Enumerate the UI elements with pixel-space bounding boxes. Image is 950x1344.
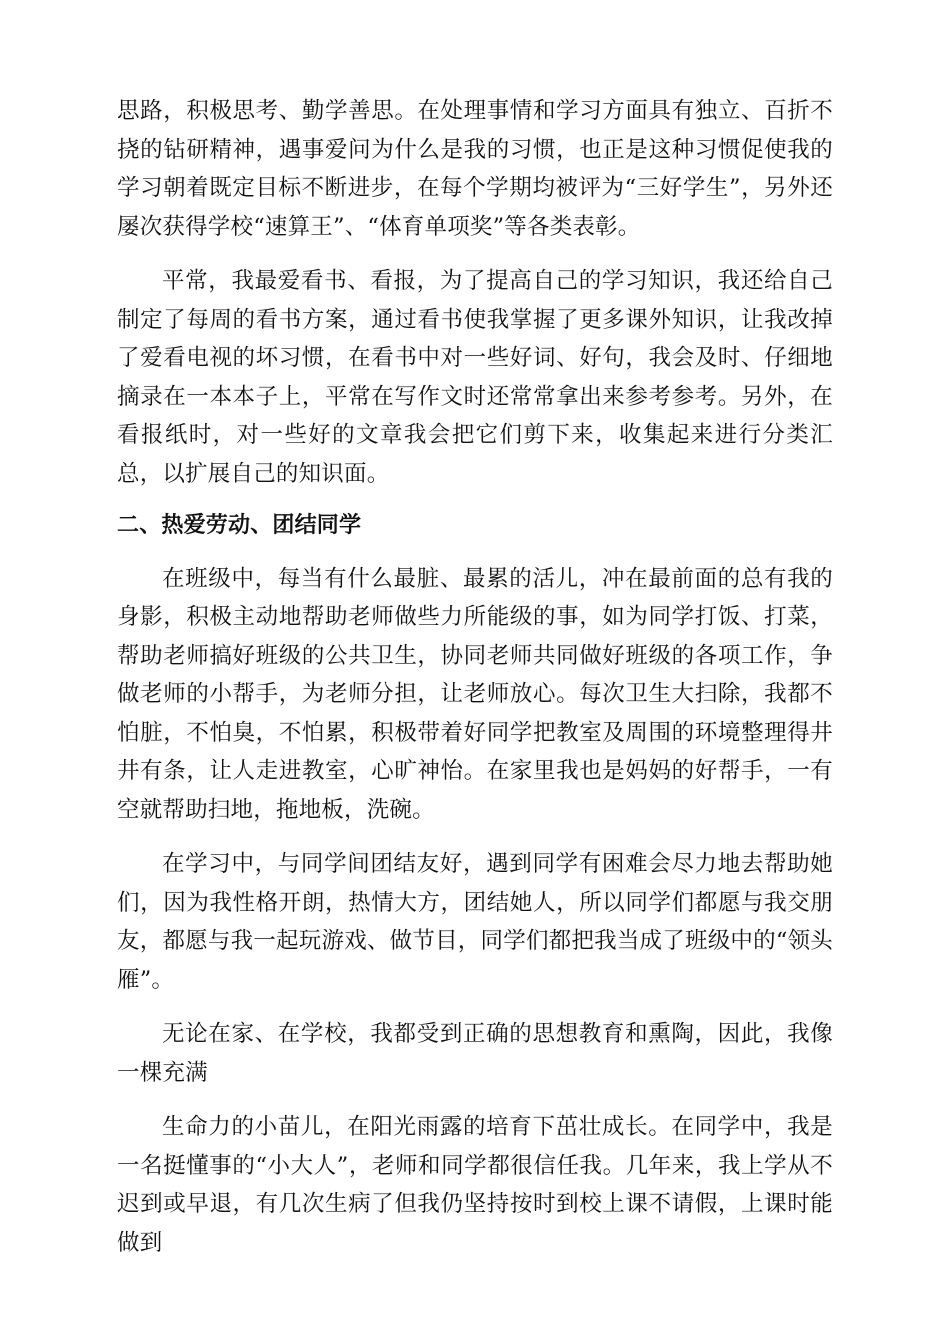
paragraph-education: 无论在家、在学校，我都受到正确的思想教育和熏陶，因此，我像一棵充满 [117,1021,833,1086]
paragraph-study-habits: 思路，积极思考、勤学善思。在处理事情和学习方面具有独立、百折不挠的钻研精神，遇事爱问为什么是我的习惯，也正是这种习惯促使我的学习朝着既定目标不断进步，在每个学期均被评为“三好学生”，另外还屡次获得学校“速算王”、“体育单项奖”等各类表彰。 [117,98,833,240]
paragraph-reading: 平常，我最爱看书、看报，为了提高自己的学习知识，我还给自己制定了每周的看书方案，通过看书使我掌握了更多课外知识，让我改掉了爱看电视的坏习惯，在看书中对一些好词、好句，我会及时、仔细地摘录在一本本子上，平常在写作文时还常常拿出来参考参考。另外，在看报纸时，对一些好的文章我会把它们剪下来，收集起来进行分类汇总，以扩展自己的知识面。 [117,268,833,487]
document-page [117,92,833,1262]
paragraph-labor: 在班级中，每当有什么最脏、最累的活儿，冲在最前面的总有我的身影，积极主动地帮助老师做些力所能级的事，如为同学打饭、打菜，帮助老师搞好班级的公共卫生，协同老师共同做好班级的各项工作，争做老师的小帮手，为老师分担，让老师放心。每次卫生大扫除，我都不怕脏，不怕臭，不怕累，积极带着好同学把教室及周围的环境整理得井井有条，让人走进教室，心旷神怡。在家里我也是妈妈的好帮手，一有空就帮助扫地，拖地板，洗碗。 [117,565,833,823]
paragraph-growth: 生命力的小苗儿，在阳光雨露的培育下茁壮成长。在同学中，我是一名挺懂事的“小大人”，老师和同学都很信任我。几年来，我上学从不迟到或早退，有几次生病了但我仍坚持按时到校上课不请假，上课时能做到 [117,1114,833,1256]
paragraph-unity: 在学习中，与同学间团结友好，遇到同学有困难会尽力地去帮助她们，因为我性格开朗，热情大方，团结她人，所以同学们都愿与我交朋友，都愿与我一起玩游戏、做节目，同学们都把我当成了班级中的“领头雁”。 [117,851,833,993]
section-heading: 二、热爱劳动、团结同学 [117,513,362,538]
